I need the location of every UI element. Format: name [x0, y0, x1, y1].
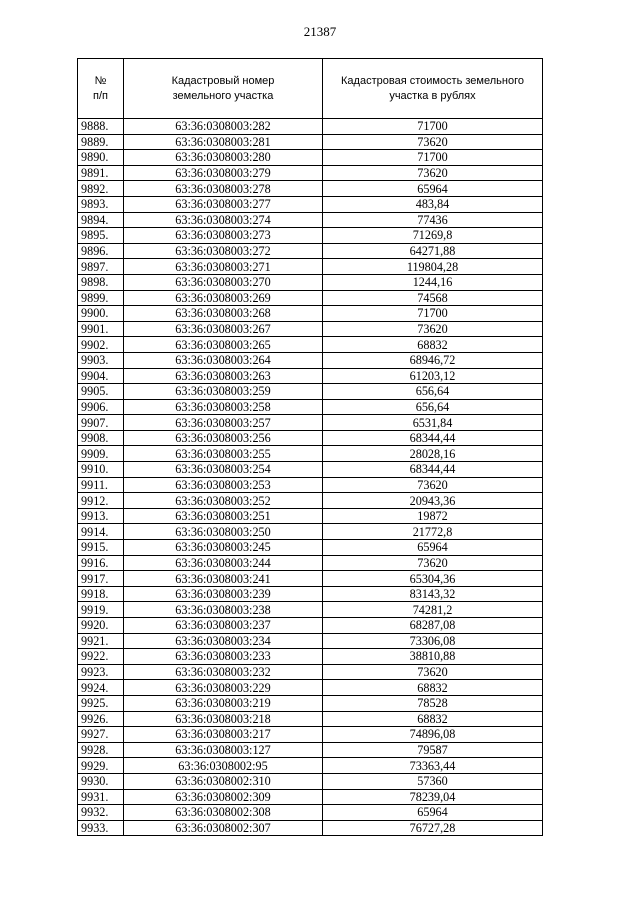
- table-row: [78, 212, 543, 228]
- cadastral-number: 63:36:0308003:255: [124, 446, 323, 462]
- row-number: 9914.: [78, 524, 124, 540]
- cadastral-number: 63:36:0308003:258: [124, 399, 323, 415]
- cadastral-value: 68946,72: [323, 352, 543, 368]
- table-row: [78, 196, 543, 212]
- cadastral-number: 63:36:0308003:245: [124, 540, 323, 556]
- row-number: 9932.: [78, 805, 124, 821]
- cadastral-value: 74896,08: [323, 727, 543, 743]
- cadastral-value: 68832: [323, 711, 543, 727]
- cadastral-value: 71700: [323, 150, 543, 166]
- table-row: [78, 181, 543, 197]
- row-number: 9888.: [78, 119, 124, 135]
- header-value-line-1: Кадастровая стоимость земельного: [341, 74, 524, 87]
- cadastral-value: 656,64: [323, 384, 543, 400]
- row-number: 9922.: [78, 649, 124, 665]
- cadastral-number: 63:36:0308003:218: [124, 711, 323, 727]
- table-body: [78, 119, 543, 836]
- row-number: 9923.: [78, 664, 124, 680]
- row-number: 9898.: [78, 274, 124, 290]
- row-number: 9895.: [78, 228, 124, 244]
- table-row: [78, 664, 543, 680]
- cadastral-value: 61203,12: [323, 368, 543, 384]
- table-row: [78, 399, 543, 415]
- cadastral-value: 20943,36: [323, 493, 543, 509]
- cadastral-number: 63:36:0308003:252: [124, 493, 323, 509]
- row-number: 9931.: [78, 789, 124, 805]
- cadastral-number: 63:36:0308003:273: [124, 228, 323, 244]
- cadastral-number: 63:36:0308002:308: [124, 805, 323, 821]
- cadastral-value: 68344,44: [323, 462, 543, 478]
- row-number: 9904.: [78, 368, 124, 384]
- row-number: 9892.: [78, 181, 124, 197]
- table-row: [78, 524, 543, 540]
- row-number: 9933.: [78, 820, 124, 836]
- table-row: [78, 462, 543, 478]
- cadastral-number: 63:36:0308003:127: [124, 742, 323, 758]
- table-row: [78, 430, 543, 446]
- cadastral-value: 68832: [323, 680, 543, 696]
- table-row: [78, 820, 543, 836]
- table-row: [78, 352, 543, 368]
- table-row: [78, 150, 543, 166]
- cadastral-number: 63:36:0308003:269: [124, 290, 323, 306]
- cadastral-number: 63:36:0308003:254: [124, 462, 323, 478]
- header-value-line-2: участка в рублях: [389, 89, 476, 102]
- cadastral-number: 63:36:0308003:233: [124, 649, 323, 665]
- row-number: 9907.: [78, 415, 124, 431]
- header-number-line-1: №: [94, 74, 107, 87]
- cadastral-value: 79587: [323, 742, 543, 758]
- row-number: 9902.: [78, 337, 124, 353]
- cadastral-number: 63:36:0308003:281: [124, 134, 323, 150]
- cadastral-number: 63:36:0308003:278: [124, 181, 323, 197]
- row-number: 9903.: [78, 352, 124, 368]
- cadastral-value: 38810,88: [323, 649, 543, 665]
- cadastral-number: 63:36:0308003:267: [124, 321, 323, 337]
- cadastral-value: 483,84: [323, 196, 543, 212]
- row-number: 9891.: [78, 165, 124, 181]
- row-number: 9930.: [78, 773, 124, 789]
- header-cadastral-number: [124, 59, 323, 119]
- table-row: [78, 290, 543, 306]
- cadastral-number: 63:36:0308003:217: [124, 727, 323, 743]
- cadastral-value: 68832: [323, 337, 543, 353]
- row-number: 9919.: [78, 602, 124, 618]
- cadastral-value: 77436: [323, 212, 543, 228]
- cadastral-value: 83143,32: [323, 586, 543, 602]
- header-number: [78, 59, 124, 119]
- cadastral-number: 63:36:0308003:239: [124, 586, 323, 602]
- row-number: 9899.: [78, 290, 124, 306]
- table-row: [78, 789, 543, 805]
- table-row: [78, 259, 543, 275]
- table-row: [78, 649, 543, 665]
- table-header-row: [78, 59, 543, 119]
- cadastral-number: 63:36:0308003:232: [124, 664, 323, 680]
- cadastral-number: 63:36:0308002:309: [124, 789, 323, 805]
- cadastral-value: 71700: [323, 306, 543, 322]
- table-row: [78, 742, 543, 758]
- row-number: 9890.: [78, 150, 124, 166]
- table-row: [78, 134, 543, 150]
- cadastral-number: 63:36:0308003:280: [124, 150, 323, 166]
- cadastral-number: 63:36:0308003:241: [124, 571, 323, 587]
- table-row: [78, 773, 543, 789]
- table-row: [78, 368, 543, 384]
- cadastral-value: 73620: [323, 165, 543, 181]
- cadastral-number: 63:36:0308003:229: [124, 680, 323, 696]
- cadastral-number: 63:36:0308002:95: [124, 758, 323, 774]
- cadastral-value: 76727,28: [323, 820, 543, 836]
- header-cadastral-value: [323, 59, 543, 119]
- cadastral-value: 64271,88: [323, 243, 543, 259]
- table-row: [78, 711, 543, 727]
- cadastral-number: 63:36:0308003:274: [124, 212, 323, 228]
- cadastral-number: 63:36:0308003:272: [124, 243, 323, 259]
- table-row: [78, 540, 543, 556]
- cadastral-value: 119804,28: [323, 259, 543, 275]
- row-number: 9893.: [78, 196, 124, 212]
- cadastral-number: 63:36:0308003:271: [124, 259, 323, 275]
- cadastral-value: 73620: [323, 664, 543, 680]
- cadastral-value: 74281,2: [323, 602, 543, 618]
- cadastral-number: 63:36:0308003:277: [124, 196, 323, 212]
- cadastral-value: 73620: [323, 321, 543, 337]
- row-number: 9915.: [78, 540, 124, 556]
- cadastral-number: 63:36:0308003:263: [124, 368, 323, 384]
- table-row: [78, 680, 543, 696]
- cadastral-number: 63:36:0308003:250: [124, 524, 323, 540]
- table-row: [78, 602, 543, 618]
- cadastral-value: 73306,08: [323, 633, 543, 649]
- cadastral-value: 73620: [323, 134, 543, 150]
- cadastral-number: 63:36:0308003:264: [124, 352, 323, 368]
- header-cadastral-line-2: земельного участка: [172, 89, 274, 102]
- row-number: 9905.: [78, 384, 124, 400]
- table-row: [78, 805, 543, 821]
- cadastral-value: 78239,04: [323, 789, 543, 805]
- row-number: 9889.: [78, 134, 124, 150]
- table-row: [78, 306, 543, 322]
- page-number: 21387: [303, 24, 337, 39]
- table-row: [78, 165, 543, 181]
- row-number: 9927.: [78, 727, 124, 743]
- table-row: [78, 586, 543, 602]
- cadastral-value: 28028,16: [323, 446, 543, 462]
- cadastral-number: 63:36:0308003:238: [124, 602, 323, 618]
- table-row: [78, 571, 543, 587]
- row-number: 9928.: [78, 742, 124, 758]
- row-number: 9897.: [78, 259, 124, 275]
- cadastral-number: 63:36:0308003:219: [124, 695, 323, 711]
- cadastral-number: 63:36:0308003:265: [124, 337, 323, 353]
- table-row: [78, 337, 543, 353]
- table-row: [78, 119, 543, 135]
- table-row: [78, 758, 543, 774]
- header-cadastral-line-1: Кадастровый номер: [171, 74, 275, 87]
- table-row: [78, 508, 543, 524]
- row-number: 9912.: [78, 493, 124, 509]
- row-number: 9910.: [78, 462, 124, 478]
- row-number: 9921.: [78, 633, 124, 649]
- cadastral-value: 6531,84: [323, 415, 543, 431]
- table-row: [78, 695, 543, 711]
- row-number: 9906.: [78, 399, 124, 415]
- cadastral-value: 73363,44: [323, 758, 543, 774]
- cadastral-value: 73620: [323, 555, 543, 571]
- cadastral-value: 57360: [323, 773, 543, 789]
- cadastral-value: 656,64: [323, 399, 543, 415]
- row-number: 9918.: [78, 586, 124, 602]
- cadastral-value: 65964: [323, 181, 543, 197]
- row-number: 9901.: [78, 321, 124, 337]
- row-number: 9894.: [78, 212, 124, 228]
- row-number: 9917.: [78, 571, 124, 587]
- table-row: [78, 727, 543, 743]
- cadastral-number: 63:36:0308003:282: [124, 119, 323, 135]
- cadastral-value: 1244,16: [323, 274, 543, 290]
- cadastral-value: 65964: [323, 805, 543, 821]
- row-number: 9926.: [78, 711, 124, 727]
- cadastral-number: 63:36:0308003:244: [124, 555, 323, 571]
- cadastral-value: 74568: [323, 290, 543, 306]
- cadastral-value: 78528: [323, 695, 543, 711]
- cadastral-value: 71700: [323, 119, 543, 135]
- table-row: [78, 243, 543, 259]
- cadastral-number: 63:36:0308003:270: [124, 274, 323, 290]
- row-number: 9913.: [78, 508, 124, 524]
- cadastral-value: 68287,08: [323, 618, 543, 634]
- cadastral-value: 71269,8: [323, 228, 543, 244]
- row-number: 9908.: [78, 430, 124, 446]
- cadastral-number: 63:36:0308002:310: [124, 773, 323, 789]
- header-number-line-2: п/п: [93, 89, 108, 102]
- row-number: 9925.: [78, 695, 124, 711]
- table-row: [78, 493, 543, 509]
- cadastral-value: 73620: [323, 477, 543, 493]
- row-number: 9916.: [78, 555, 124, 571]
- cadastral-value: 65304,36: [323, 571, 543, 587]
- cadastral-value: 21772,8: [323, 524, 543, 540]
- row-number: 9929.: [78, 758, 124, 774]
- cadastral-table: [77, 58, 543, 836]
- table-row: [78, 415, 543, 431]
- cadastral-number: 63:36:0308003:268: [124, 306, 323, 322]
- cadastral-number: 63:36:0308003:251: [124, 508, 323, 524]
- cadastral-number: 63:36:0308003:279: [124, 165, 323, 181]
- row-number: 9909.: [78, 446, 124, 462]
- cadastral-number: 63:36:0308003:253: [124, 477, 323, 493]
- table-row: [78, 321, 543, 337]
- cadastral-number: 63:36:0308003:257: [124, 415, 323, 431]
- row-number: 9896.: [78, 243, 124, 259]
- table-row: [78, 477, 543, 493]
- table-row: [78, 633, 543, 649]
- cadastral-number: 63:36:0308003:259: [124, 384, 323, 400]
- table-row: [78, 618, 543, 634]
- cadastral-value: 68344,44: [323, 430, 543, 446]
- table-row: [78, 446, 543, 462]
- table-row: [78, 274, 543, 290]
- row-number: 9911.: [78, 477, 124, 493]
- cadastral-value: 65964: [323, 540, 543, 556]
- row-number: 9900.: [78, 306, 124, 322]
- cadastral-number: 63:36:0308003:234: [124, 633, 323, 649]
- row-number: 9924.: [78, 680, 124, 696]
- table-row: [78, 555, 543, 571]
- cadastral-number: 63:36:0308002:307: [124, 820, 323, 836]
- row-number: 9920.: [78, 618, 124, 634]
- cadastral-number: 63:36:0308003:256: [124, 430, 323, 446]
- cadastral-value: 19872: [323, 508, 543, 524]
- table-row: [78, 384, 543, 400]
- cadastral-number: 63:36:0308003:237: [124, 618, 323, 634]
- table-row: [78, 228, 543, 244]
